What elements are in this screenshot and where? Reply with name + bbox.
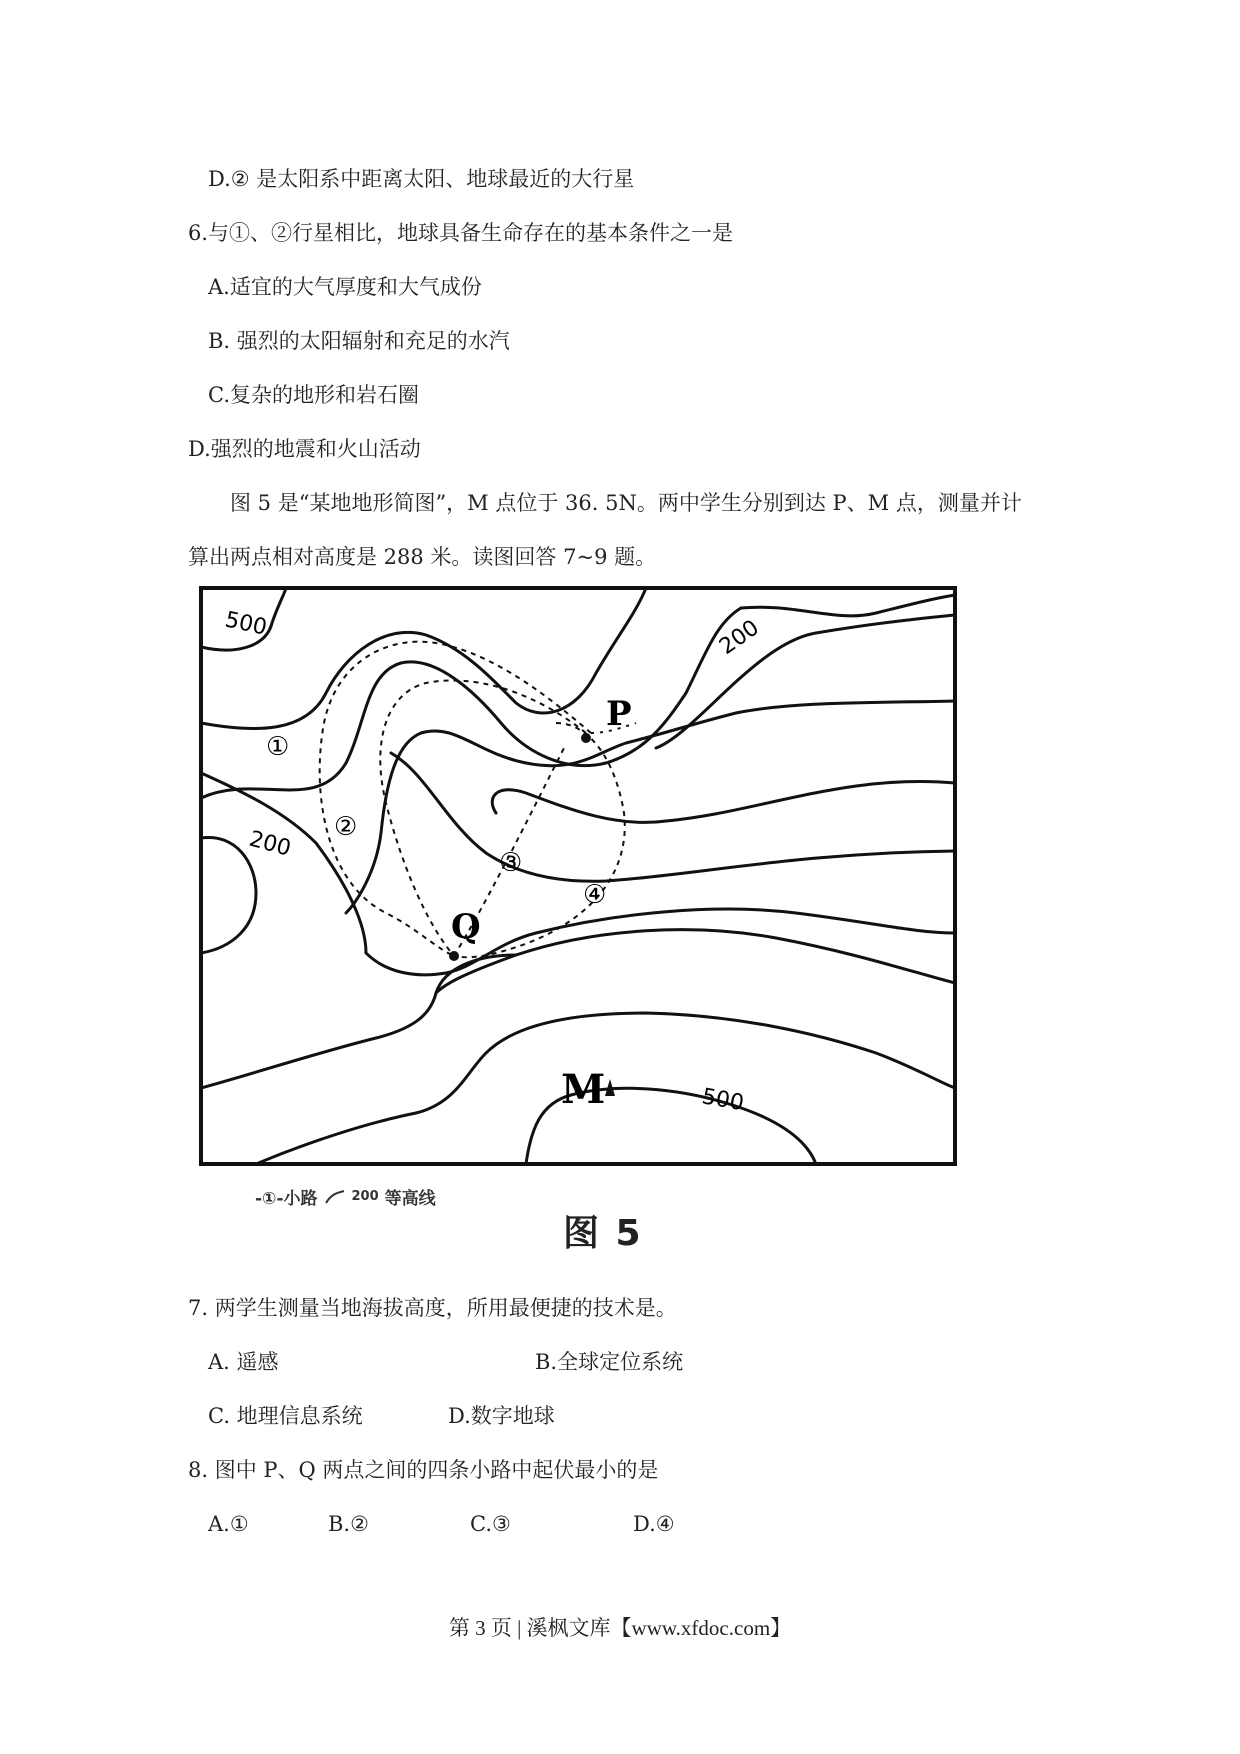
legend-path: -①-小路 — [255, 1189, 318, 1209]
q8-option-a: A.① — [208, 1512, 249, 1536]
point-label-m: M — [561, 1066, 606, 1113]
point-label-q: Q — [451, 907, 481, 947]
intro-line-2: 算出两点相对高度是 288 米。读图回答 7~9 题。 — [188, 545, 657, 569]
contour-label-200-left: 200 — [246, 826, 294, 862]
q8-option-b: B.② — [328, 1512, 369, 1536]
q7-option-b: B.全球定位系统 — [535, 1350, 684, 1374]
q8-option-c: C.③ — [470, 1512, 511, 1536]
question-6: 6.与①、②行星相比，地球具备生命存在的基本条件之一是 — [188, 221, 734, 245]
q7-option-c: C. 地理信息系统 — [208, 1404, 363, 1428]
q6-option-d: D.强烈的地震和火山活动 — [188, 437, 421, 461]
q6-option-a: A.适宜的大气厚度和大气成份 — [208, 275, 482, 299]
q6-option-b: B. 强烈的太阳辐射和充足的水汽 — [208, 329, 510, 353]
figure-caption: 图 5 — [563, 1213, 643, 1254]
map-legend — [255, 1184, 436, 1209]
question-7: 7. 两学生测量当地海拔高度，所用最便捷的技术是。 — [188, 1296, 677, 1320]
question-8: 8. 图中 P、Q 两点之间的四条小路中起伏最小的是 — [188, 1458, 659, 1482]
intro-line-1: 图 5 是“某地地形简图”，M 点位于 36. 5N。两中学生分别到达 P、M 点，测量并计 — [230, 491, 1022, 515]
contour-label-500-bottom: 500 — [699, 1084, 746, 1117]
contour-label-200-right: 200 — [715, 615, 764, 660]
path-label-4: ④ — [583, 880, 607, 910]
path-label-1: ① — [266, 732, 290, 762]
legend-contour-text: 等高线 — [384, 1189, 436, 1209]
q7-option-a: A. 遥感 — [208, 1350, 279, 1374]
contour-map-figure — [196, 583, 960, 1169]
q5-option-d: D.② 是太阳系中距离太阳、地球最近的大行星 — [208, 167, 635, 191]
contour-label-500-top: 500 — [222, 607, 270, 641]
path-label-2: ② — [334, 812, 358, 842]
legend-contour-value: 200 — [351, 1189, 379, 1204]
point-label-p: P — [606, 694, 632, 734]
page-footer: 第 3 页 | 溪枫文库【www.xfdoc.com】 — [448, 1616, 792, 1640]
q6-option-c: C.复杂的地形和岩石圈 — [208, 383, 419, 407]
q8-option-d: D.④ — [633, 1512, 675, 1536]
path-label-3: ③ — [499, 848, 523, 878]
contour-line-icon — [324, 1189, 346, 1205]
q7-option-d: D.数字地球 — [448, 1404, 555, 1428]
